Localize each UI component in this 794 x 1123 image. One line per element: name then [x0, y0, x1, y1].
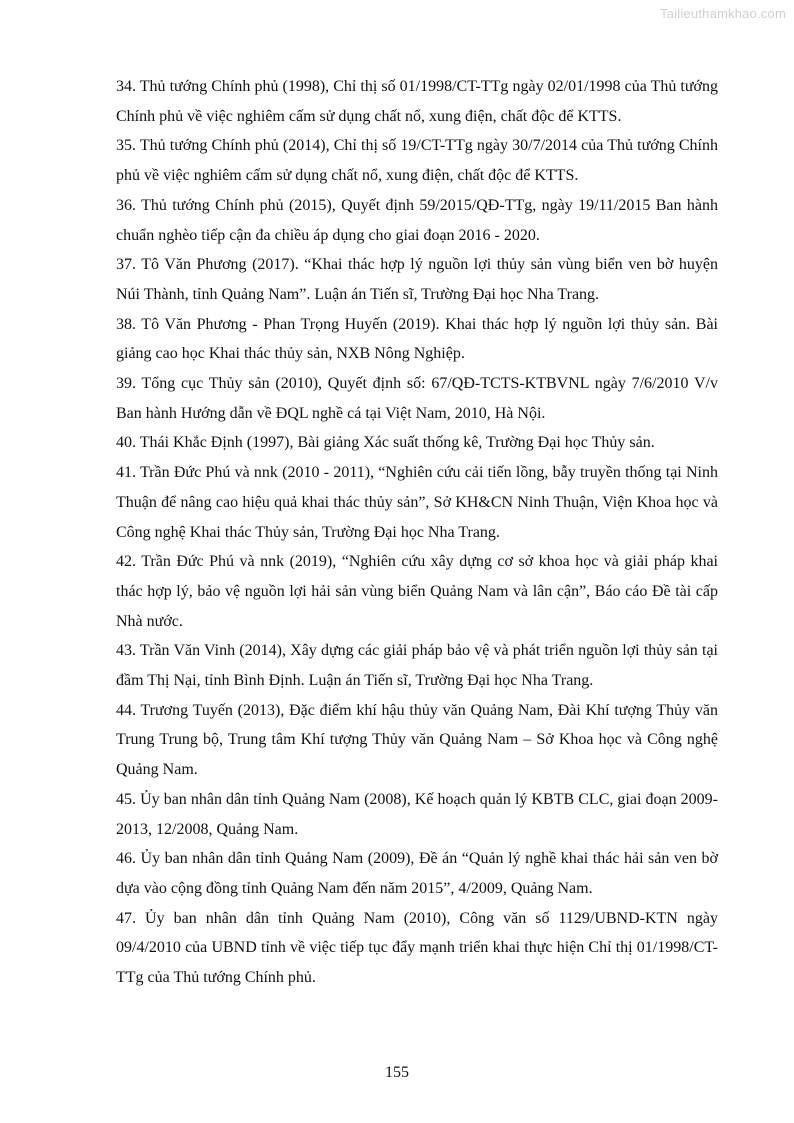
reference-item-46: 46. Ủy ban nhân dân tỉnh Quảng Nam (2009), Đề án “Quản lý nghề khai thác hải sản ven bờ dựa vào cộng đồng tỉnh Quảng Nam đến năm 2015”, 4/2009, Quảng Nam. — [116, 850, 718, 897]
reference-item-41: 41. Trần Đức Phú và nnk (2010 - 2011), “Nghiên cứu cải tiến lồng, bẫy truyền thống tại Ninh Thuận để nâng cao hiệu quả khai thác thủy sản”, Sở KH&CN Ninh Thuận, Viện Khoa học và Công nghệ Khai thác Thủy sản, Trường Đại học Nha Trang. — [116, 464, 718, 541]
reference-item-42: 42. Trần Đức Phú và nnk (2019), “Nghiên cứu xây dựng cơ sở khoa học và giải pháp khai thác hợp lý, bảo vệ nguồn lợi hải sản vùng biển Quảng Nam và lân cận”, Báo cáo Đề tài cấp Nhà nước. — [116, 553, 718, 630]
reference-item-35: 35. Thủ tướng Chính phủ (2014), Chỉ thị số 19/CT-TTg ngày 30/7/2014 của Thủ tướng Chính phủ về việc nghiêm cấm sử dụng chất nổ, xung điện, chất độc để KTTS. — [116, 137, 718, 185]
reference-item-45: 45. Ủy ban nhân dân tỉnh Quảng Nam (2008), Kế hoạch quản lý KBTB CLC, giai đoạn 2009-2013, 12/2008, Quảng Nam. — [116, 790, 718, 838]
reference-item-39: 39. Tổng cục Thủy sản (2010), Quyết định số: 67/QĐ-TCTS-KTBVNL ngày 7/6/2010 V/v Ban hành Hướng dẫn về ĐQL nghề cá tại Việt Nam, 2010, Hà Nội. — [116, 375, 718, 422]
page-number: 155 — [385, 1064, 409, 1081]
reference-item-40: 40. Thái Khắc Định (1997), Bài giảng Xác suất thống kê, Trường Đại học Thủy sản. — [116, 434, 655, 452]
reference-item-37: 37. Tô Văn Phương (2017). “Khai thác hợp lý nguồn lợi thủy sản vùng biển ven bờ huyện Núi Thành, tỉnh Quảng Nam”. Luận án Tiến sĩ, Trường Đại học Nha Trang. — [116, 256, 718, 303]
reference-item-47: 47. Ủy ban nhân dân tỉnh Quảng Nam (2010), Công văn số 1129/UBND-KTN ngày 09/4/2010 của UBND tỉnh về việc tiếp tục đẩy mạnh triển khai thực hiện Chỉ thị 01/1998/CT-TTg của Thủ tướng Chính phủ. — [116, 909, 718, 987]
watermark-text: Tailieuthamkhao.com — [660, 6, 786, 21]
reference-item-38: 38. Tô Văn Phương - Phan Trọng Huyến (2019). Khai thác hợp lý nguồn lợi thủy sản. Bài giảng cao học Khai thác thủy sản, NXB Nông Nghiệp. — [116, 315, 718, 363]
reference-item-44: 44. Trương Tuyến (2013), Đặc điểm khí hậu thủy văn Quảng Nam, Đài Khí tượng Thủy văn Trung Trung bộ, Trung tâm Khí tượng Thủy văn Quảng Nam – Sở Khoa học và Công nghệ Quảng Nam. — [116, 701, 718, 779]
reference-list — [116, 72, 718, 993]
reference-item-43: 43. Trần Văn Vinh (2014), Xây dựng các giải pháp bảo vệ và phát triển nguồn lợi thủy sản tại đầm Thị Nại, tỉnh Bình Định. Luận án Tiến sĩ, Trường Đại học Nha Trang. — [116, 642, 718, 690]
reference-item-36: 36. Thủ tướng Chính phủ (2015), Quyết định 59/2015/QĐ-TTg, ngày 19/11/2015 Ban hành chuẩn nghèo tiếp cận đa chiều áp dụng cho giai đoạn 2016 - 2020. — [116, 196, 718, 244]
reference-item-34: 34. Thủ tướng Chính phủ (1998), Chỉ thị số 01/1998/CT-TTg ngày 02/01/1998 của Thủ tướng Chính phủ về việc nghiêm cấm sử dụng chất nổ, xung điện, chất độc để KTTS. — [116, 78, 718, 125]
